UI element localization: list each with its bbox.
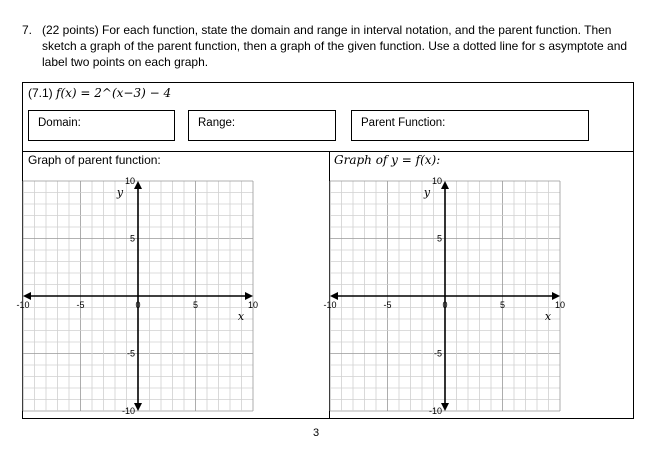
range-label: Range: [198, 117, 236, 129]
y-tick-label: 10 [431, 176, 442, 186]
x-tick-label: 0 [442, 300, 448, 310]
x-axis-label: x [544, 310, 552, 323]
x-tick-label: 5 [192, 300, 199, 310]
x-tick-label: 10 [247, 300, 259, 310]
y-tick-label: -5 [433, 348, 442, 359]
question-text: (22 points) For each function, state the domain and range in interval notation, and the parent function. Then sketch a graph of the parent function, then a graph of the given function. Use a dotted line for s asymptote and label two points on each graph. [42, 23, 628, 69]
y-axis-label: y [423, 186, 431, 199]
x-tick-label: 10 [554, 300, 566, 310]
y-tick-label: -10 [428, 406, 442, 416]
y-arrow-down-icon [134, 403, 142, 411]
y-tick-label: -10 [121, 406, 135, 416]
y-arrow-down-icon [441, 403, 449, 411]
y-tick-label: 5 [129, 233, 135, 244]
left-graph-title: Graph of parent function: [28, 153, 161, 167]
x-tick-label: 0 [135, 300, 141, 310]
x-axis-label: x [237, 310, 245, 323]
x-arrow-left-icon [23, 292, 31, 300]
y-arrow-up-icon [134, 181, 142, 189]
parent-function-label: Parent Function: [361, 117, 446, 129]
x-arrow-right-icon [245, 292, 253, 300]
x-tick-label: -10 [323, 300, 337, 310]
parent-function-grid[interactable] [16, 176, 258, 416]
part-number: (7.1) [28, 86, 53, 100]
x-arrow-left-icon [330, 292, 338, 300]
x-tick-label: -5 [76, 300, 85, 310]
y-tick-label: -5 [126, 348, 135, 359]
y-tick-label: 10 [124, 176, 135, 186]
right-graph-title: Graph of y = f(x): [334, 153, 441, 167]
part-function: f(x) = 2^(x−3) − 4 [56, 86, 172, 100]
y-axis-label: y [116, 186, 124, 199]
domain-label: Domain: [38, 117, 81, 129]
function-grid[interactable] [323, 176, 565, 416]
question-number: 7. [22, 23, 33, 37]
x-tick-label: 5 [499, 300, 506, 310]
y-arrow-up-icon [441, 181, 449, 189]
x-tick-label: -10 [16, 300, 30, 310]
x-tick-label: -5 [383, 300, 392, 310]
y-tick-label: 5 [436, 233, 442, 244]
x-arrow-right-icon [552, 292, 560, 300]
page-number: 3 [313, 427, 320, 439]
